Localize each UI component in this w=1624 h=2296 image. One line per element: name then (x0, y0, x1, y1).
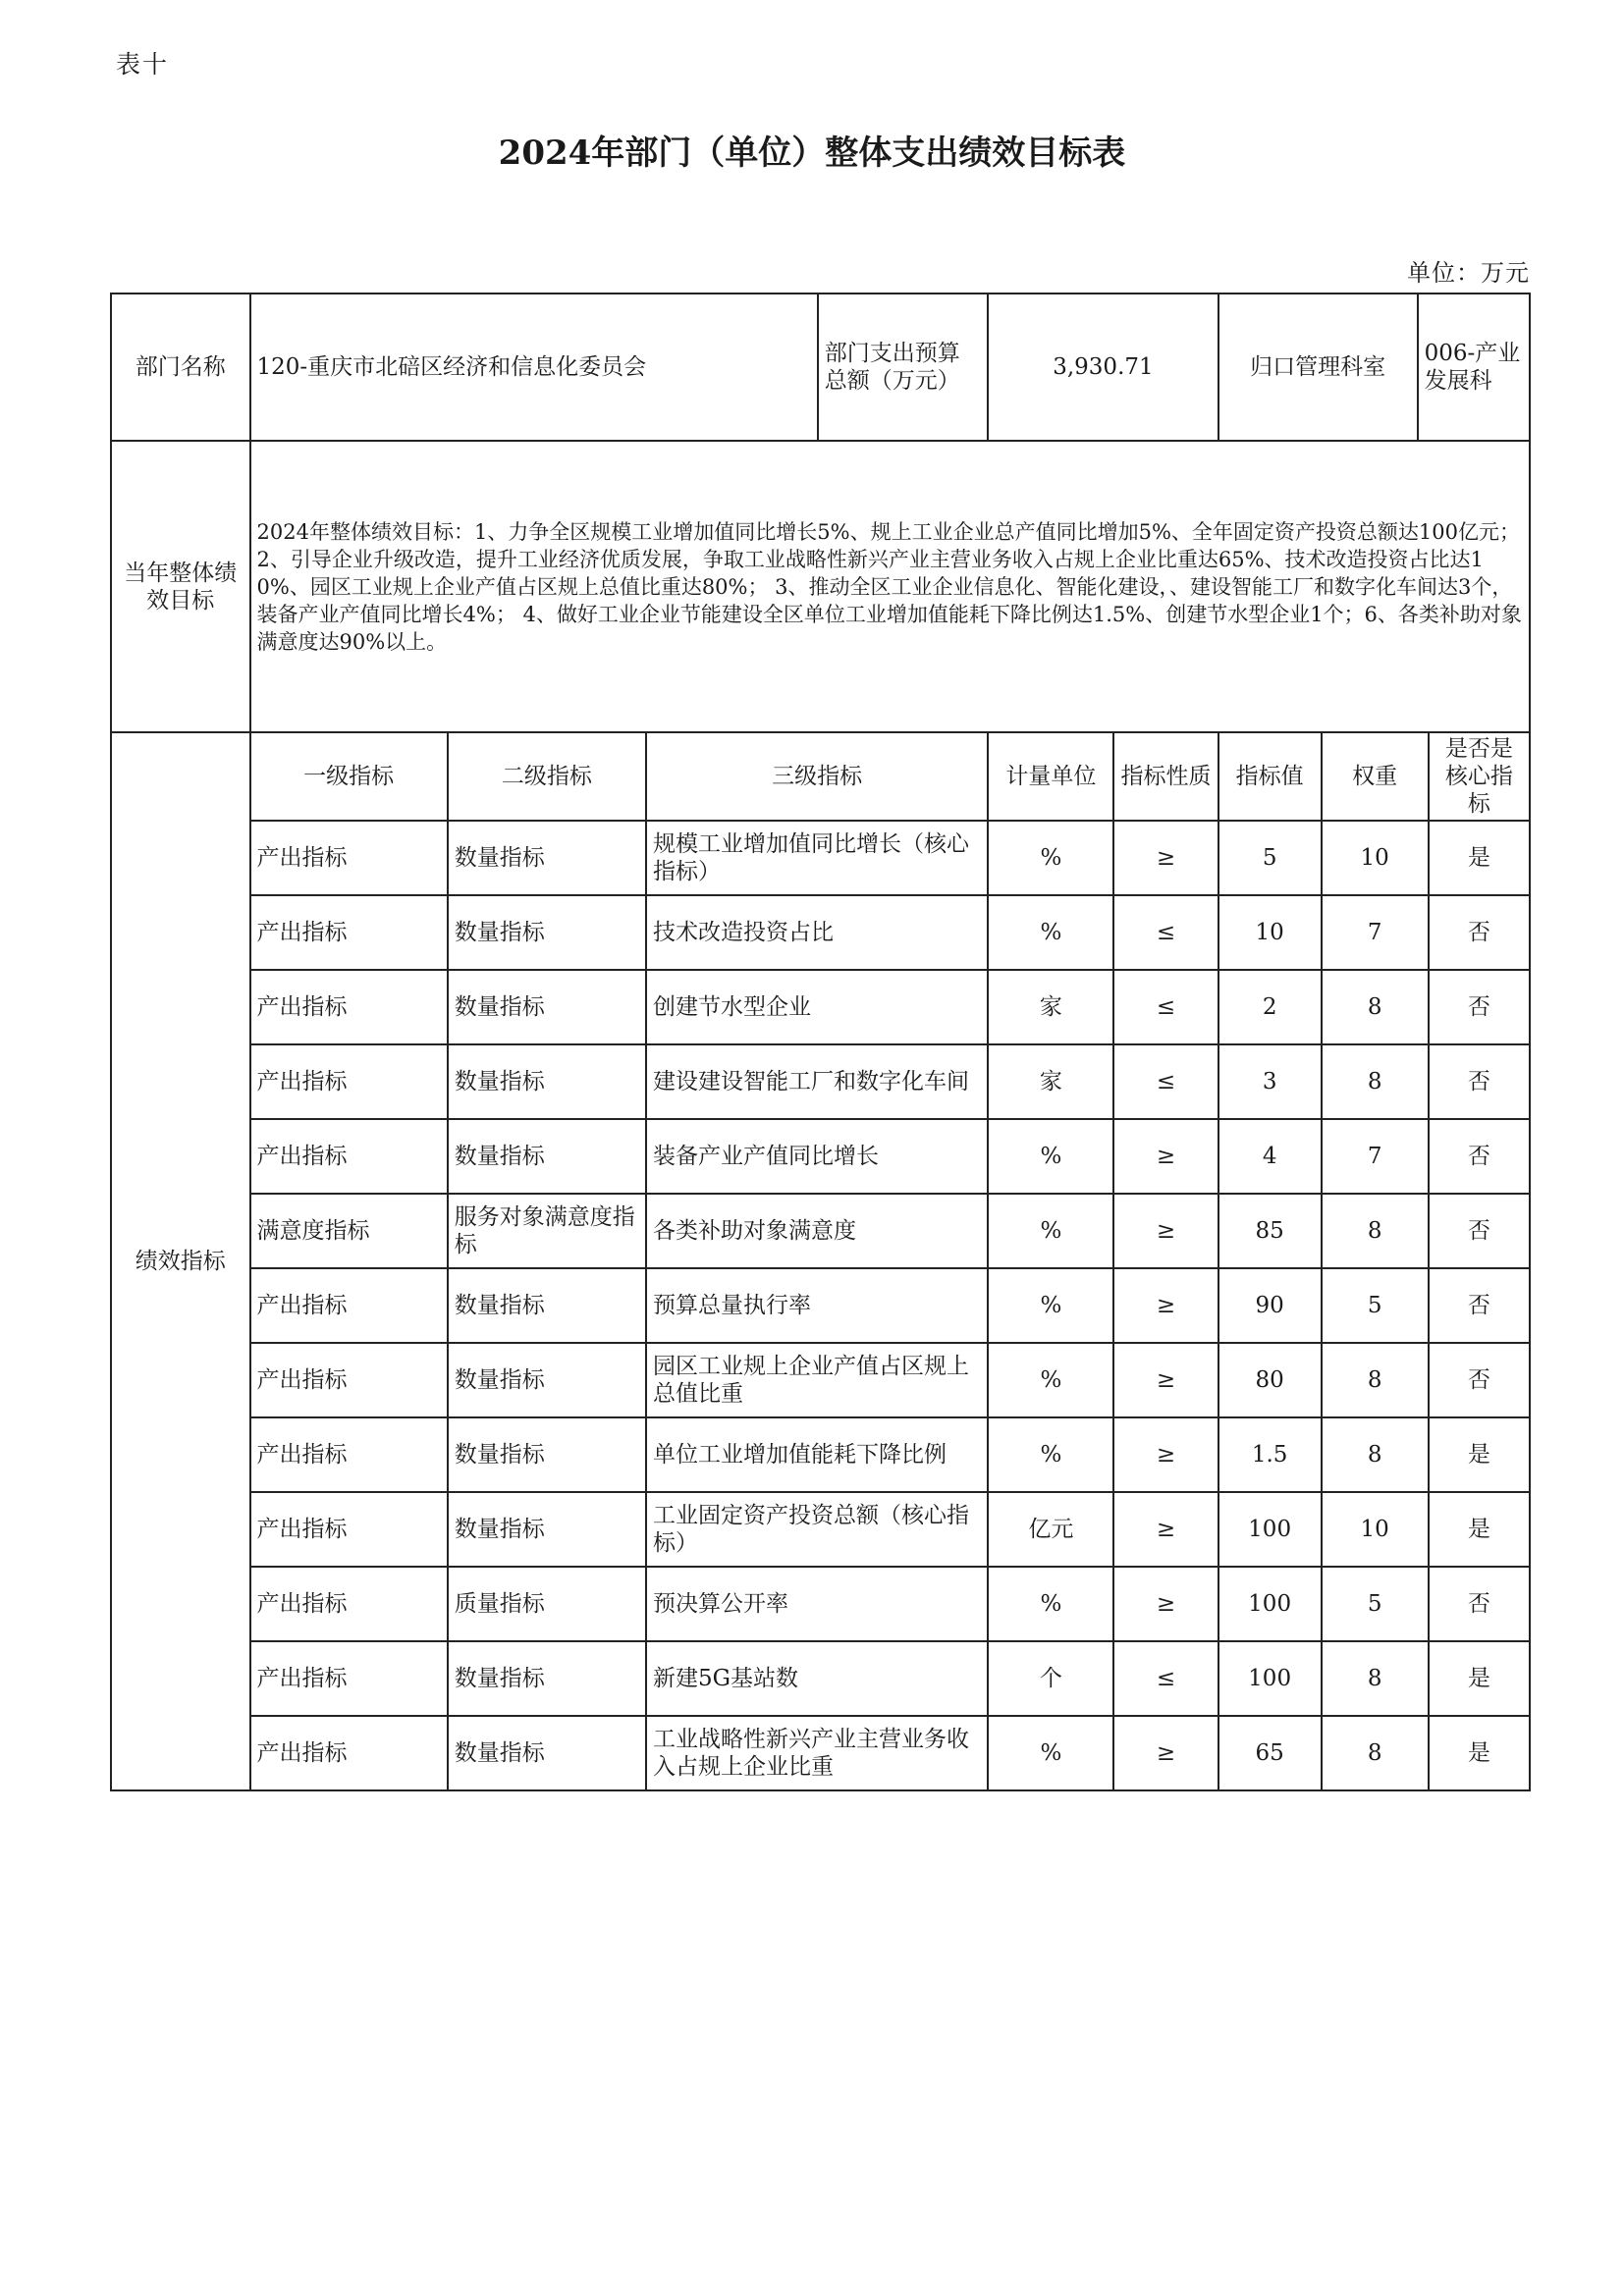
cell-level2: 数量指标 (448, 1343, 646, 1417)
performance-target-table (110, 293, 1531, 1791)
goal-label: 当年整体绩效目标 (111, 441, 250, 732)
cell-level2: 数量指标 (448, 821, 646, 895)
cell-nature: ≥ (1113, 1194, 1218, 1268)
row-subtable (1323, 1120, 1529, 1193)
cell-value: 3 (1218, 1044, 1322, 1119)
table-row (111, 1119, 1530, 1194)
cell-weight: 7 (1323, 1120, 1429, 1193)
header-level1: 一级指标 (250, 732, 448, 821)
row-subtable (1323, 1568, 1529, 1640)
cell-unit: 家 (988, 1044, 1113, 1119)
cell-weight-core (1322, 1567, 1530, 1641)
cell-value: 100 (1218, 1492, 1322, 1567)
cell-nature: ≥ (1113, 1268, 1218, 1343)
cell-unit: % (988, 1417, 1113, 1492)
cell-core: 是 (1467, 1442, 1490, 1468)
mgmt-value: 006-产业发展科 (1424, 341, 1521, 394)
cell-level2: 数量指标 (448, 1119, 646, 1194)
cell-weight-core (1322, 1119, 1530, 1194)
cell-value: 1.5 (1218, 1417, 1322, 1492)
cell-level2: 质量指标 (448, 1567, 646, 1641)
row-subtable (1323, 1344, 1529, 1416)
cell-level2: 数量指标 (448, 895, 646, 970)
cell-weight: 5 (1323, 1568, 1429, 1640)
cell-value: 100 (1218, 1641, 1322, 1716)
table-row (111, 1567, 1530, 1641)
cell-weight-core (1322, 1194, 1530, 1268)
cell-level3: 预决算公开率 (646, 1567, 988, 1641)
cell-level3: 技术改造投资占比 (646, 895, 988, 970)
cell-level1: 产出指标 (250, 1268, 448, 1343)
cell-level3: 工业战略性新兴产业主营业务收入占规上企业比重 (646, 1716, 988, 1790)
cell-unit: % (988, 1343, 1113, 1417)
table-row (111, 1194, 1530, 1268)
header-core: 是否是核心指标 (1444, 736, 1513, 817)
cell-level3: 新建5G基站数 (646, 1641, 988, 1716)
unit-label: 单位：万元 (1407, 259, 1530, 287)
cell-value: 5 (1218, 821, 1322, 895)
table-row (111, 970, 1530, 1044)
table-row (111, 895, 1530, 970)
cell-nature: ≤ (1113, 970, 1218, 1044)
cell-weight-core (1322, 1716, 1530, 1790)
row-subtable (1323, 971, 1529, 1043)
budget-label: 部门支出预算总额（万元） (818, 294, 989, 441)
cell-core: 是 (1467, 845, 1490, 871)
header-level3: 三级指标 (646, 732, 988, 821)
cell-unit: % (988, 1119, 1113, 1194)
cell-core: 否 (1467, 1069, 1490, 1095)
table-row (111, 1268, 1530, 1343)
header-value: 指标值 (1218, 732, 1322, 821)
goal-row (111, 441, 1530, 732)
header-weight-core (1322, 732, 1530, 821)
cell-core: 否 (1467, 1144, 1490, 1169)
cell-unit: % (988, 895, 1113, 970)
cell-weight-core (1322, 1268, 1530, 1343)
row-subtable (1323, 1717, 1529, 1789)
table-row (111, 1417, 1530, 1492)
document-title: 2024年部门（单位）整体支出绩效目标表 (498, 133, 1126, 173)
cell-level1: 满意度指标 (250, 1194, 448, 1268)
header-level2: 二级指标 (448, 732, 646, 821)
cell-weight: 8 (1323, 1344, 1429, 1416)
budget-value: 3,930.71 (988, 294, 1218, 441)
cell-level2: 数量指标 (448, 970, 646, 1044)
cell-nature: ≥ (1113, 1492, 1218, 1567)
row-subtable (1323, 896, 1529, 969)
cell-weight-core (1322, 1641, 1530, 1716)
cell-value: 65 (1218, 1716, 1322, 1790)
table-number: 表十 (116, 50, 170, 79)
cell-core: 否 (1467, 1293, 1490, 1318)
cell-level3: 各类补助对象满意度 (646, 1194, 988, 1268)
cell-unit: % (988, 1567, 1113, 1641)
cell-core: 是 (1467, 1666, 1490, 1691)
cell-level2: 数量指标 (448, 1492, 646, 1567)
cell-level3: 创建节水型企业 (646, 970, 988, 1044)
cell-weight-core (1322, 1044, 1530, 1119)
cell-core: 是 (1467, 1740, 1490, 1766)
header-unit: 计量单位 (988, 732, 1113, 821)
cell-value: 2 (1218, 970, 1322, 1044)
cell-level3: 工业固定资产投资总额（核心指标） (646, 1492, 988, 1567)
cell-level2: 数量指标 (448, 1044, 646, 1119)
cell-level3: 园区工业规上企业产值占区规上总值比重 (646, 1343, 988, 1417)
cell-unit: 亿元 (988, 1492, 1113, 1567)
table-row (111, 1044, 1530, 1119)
indicator-header-row (111, 732, 1530, 821)
cell-level2: 服务对象满意度指标 (448, 1194, 646, 1268)
cell-level3: 建设建设智能工厂和数字化车间 (646, 1044, 988, 1119)
cell-weight: 10 (1323, 822, 1429, 894)
cell-weight: 7 (1323, 896, 1429, 969)
table-row (111, 1343, 1530, 1417)
cell-unit: 家 (988, 970, 1113, 1044)
cell-level1: 产出指标 (250, 821, 448, 895)
cell-level1: 产出指标 (250, 1641, 448, 1716)
cell-unit: % (988, 1268, 1113, 1343)
cell-core: 否 (1467, 1591, 1490, 1617)
cell-nature: ≥ (1113, 1119, 1218, 1194)
dept-info-row (111, 294, 1530, 441)
row-subtable (1323, 822, 1529, 894)
cell-value: 90 (1218, 1268, 1322, 1343)
cell-weight: 8 (1323, 1642, 1429, 1715)
cell-core: 否 (1467, 1367, 1490, 1393)
cell-unit: % (988, 821, 1113, 895)
cell-value: 10 (1218, 895, 1322, 970)
mgmt-subtable (1219, 294, 1529, 440)
header-weight: 权重 (1323, 733, 1429, 820)
cell-core: 否 (1467, 994, 1490, 1020)
cell-weight: 8 (1323, 1717, 1429, 1789)
cell-weight-core (1322, 1492, 1530, 1567)
cell-weight: 5 (1323, 1269, 1429, 1342)
cell-nature: ≤ (1113, 895, 1218, 970)
cell-weight: 8 (1323, 1045, 1429, 1118)
row-subtable (1323, 1269, 1529, 1342)
dept-name-label: 部门名称 (111, 294, 250, 441)
cell-level1: 产出指标 (250, 1343, 448, 1417)
table-row (111, 1492, 1530, 1567)
cell-level1: 产出指标 (250, 970, 448, 1044)
cell-weight: 10 (1323, 1493, 1429, 1566)
indicators-label: 绩效指标 (111, 732, 250, 1790)
table-row (111, 1716, 1530, 1790)
cell-value: 100 (1218, 1567, 1322, 1641)
table-row (111, 1641, 1530, 1716)
table-row (111, 821, 1530, 895)
row-subtable (1323, 1493, 1529, 1566)
goal-text: 2024年整体绩效目标：1、力争全区规模工业增加值同比增长5%、规上工业企业总产值同比增加5%、全年固定资产投资总额达100亿元； 2、引导企业升级改造，提升工业经济优质发展，争取工业战略性新兴产业主营业务收入占规上企业比重达65%、技术改造投资占比达10%、园区工业规上企业产值占区规上总值比重达80%； 3、推动全区工业企业信息化、智能化建设，、建设智能工厂和数字化车间达3个，装备产业产值同比增长4%； 4、做好工业企业节能建设全区单位工业增加值能耗下降比例达1.5%、创建节水型企业1个；6、各类补助对象满意度达90%以上。 (250, 441, 1531, 732)
cell-level2: 数量指标 (448, 1417, 646, 1492)
cell-value: 80 (1218, 1343, 1322, 1417)
cell-level2: 数量指标 (448, 1641, 646, 1716)
row-subtable (1323, 1045, 1529, 1118)
cell-level1: 产出指标 (250, 1044, 448, 1119)
mgmt-label: 归口管理科室 (1219, 294, 1418, 440)
cell-level3: 预算总量执行率 (646, 1268, 988, 1343)
cell-weight: 8 (1323, 1418, 1429, 1491)
cell-nature: ≥ (1113, 1417, 1218, 1492)
cell-weight-core (1322, 895, 1530, 970)
cell-weight: 8 (1323, 1195, 1429, 1267)
cell-unit: % (988, 1194, 1113, 1268)
cell-nature: ≥ (1113, 1343, 1218, 1417)
cell-level2: 数量指标 (448, 1268, 646, 1343)
cell-level1: 产出指标 (250, 1567, 448, 1641)
header-nature: 指标性质 (1113, 732, 1218, 821)
cell-level1: 产出指标 (250, 1492, 448, 1567)
cell-level2: 数量指标 (448, 1716, 646, 1790)
cell-level3: 规模工业增加值同比增长（核心指标） (646, 821, 988, 895)
cell-weight-core (1322, 1343, 1530, 1417)
cell-weight: 8 (1323, 971, 1429, 1043)
row-subtable (1323, 1195, 1529, 1267)
cell-level1: 产出指标 (250, 1716, 448, 1790)
cell-value: 4 (1218, 1119, 1322, 1194)
dept-name-value: 120-重庆市北碚区经济和信息化委员会 (250, 294, 818, 441)
cell-nature: ≥ (1113, 1716, 1218, 1790)
cell-unit: % (988, 1716, 1113, 1790)
cell-weight-core (1322, 821, 1530, 895)
cell-level3: 单位工业增加值能耗下降比例 (646, 1417, 988, 1492)
cell-nature: ≤ (1113, 1044, 1218, 1119)
cell-core: 是 (1467, 1517, 1490, 1542)
cell-weight-core (1322, 1417, 1530, 1492)
cell-level3: 装备产业产值同比增长 (646, 1119, 988, 1194)
mgmt-cell (1218, 294, 1530, 441)
cell-nature: ≥ (1113, 821, 1218, 895)
cell-core: 否 (1467, 920, 1490, 945)
cell-nature: ≤ (1113, 1641, 1218, 1716)
cell-value: 85 (1218, 1194, 1322, 1268)
row-subtable (1323, 1642, 1529, 1715)
cell-level1: 产出指标 (250, 1119, 448, 1194)
cell-weight-core (1322, 970, 1530, 1044)
cell-level1: 产出指标 (250, 1417, 448, 1492)
header-subtable (1323, 733, 1529, 820)
cell-level1: 产出指标 (250, 895, 448, 970)
cell-core: 否 (1467, 1218, 1490, 1244)
cell-unit: 个 (988, 1641, 1113, 1716)
cell-nature: ≥ (1113, 1567, 1218, 1641)
row-subtable (1323, 1418, 1529, 1491)
